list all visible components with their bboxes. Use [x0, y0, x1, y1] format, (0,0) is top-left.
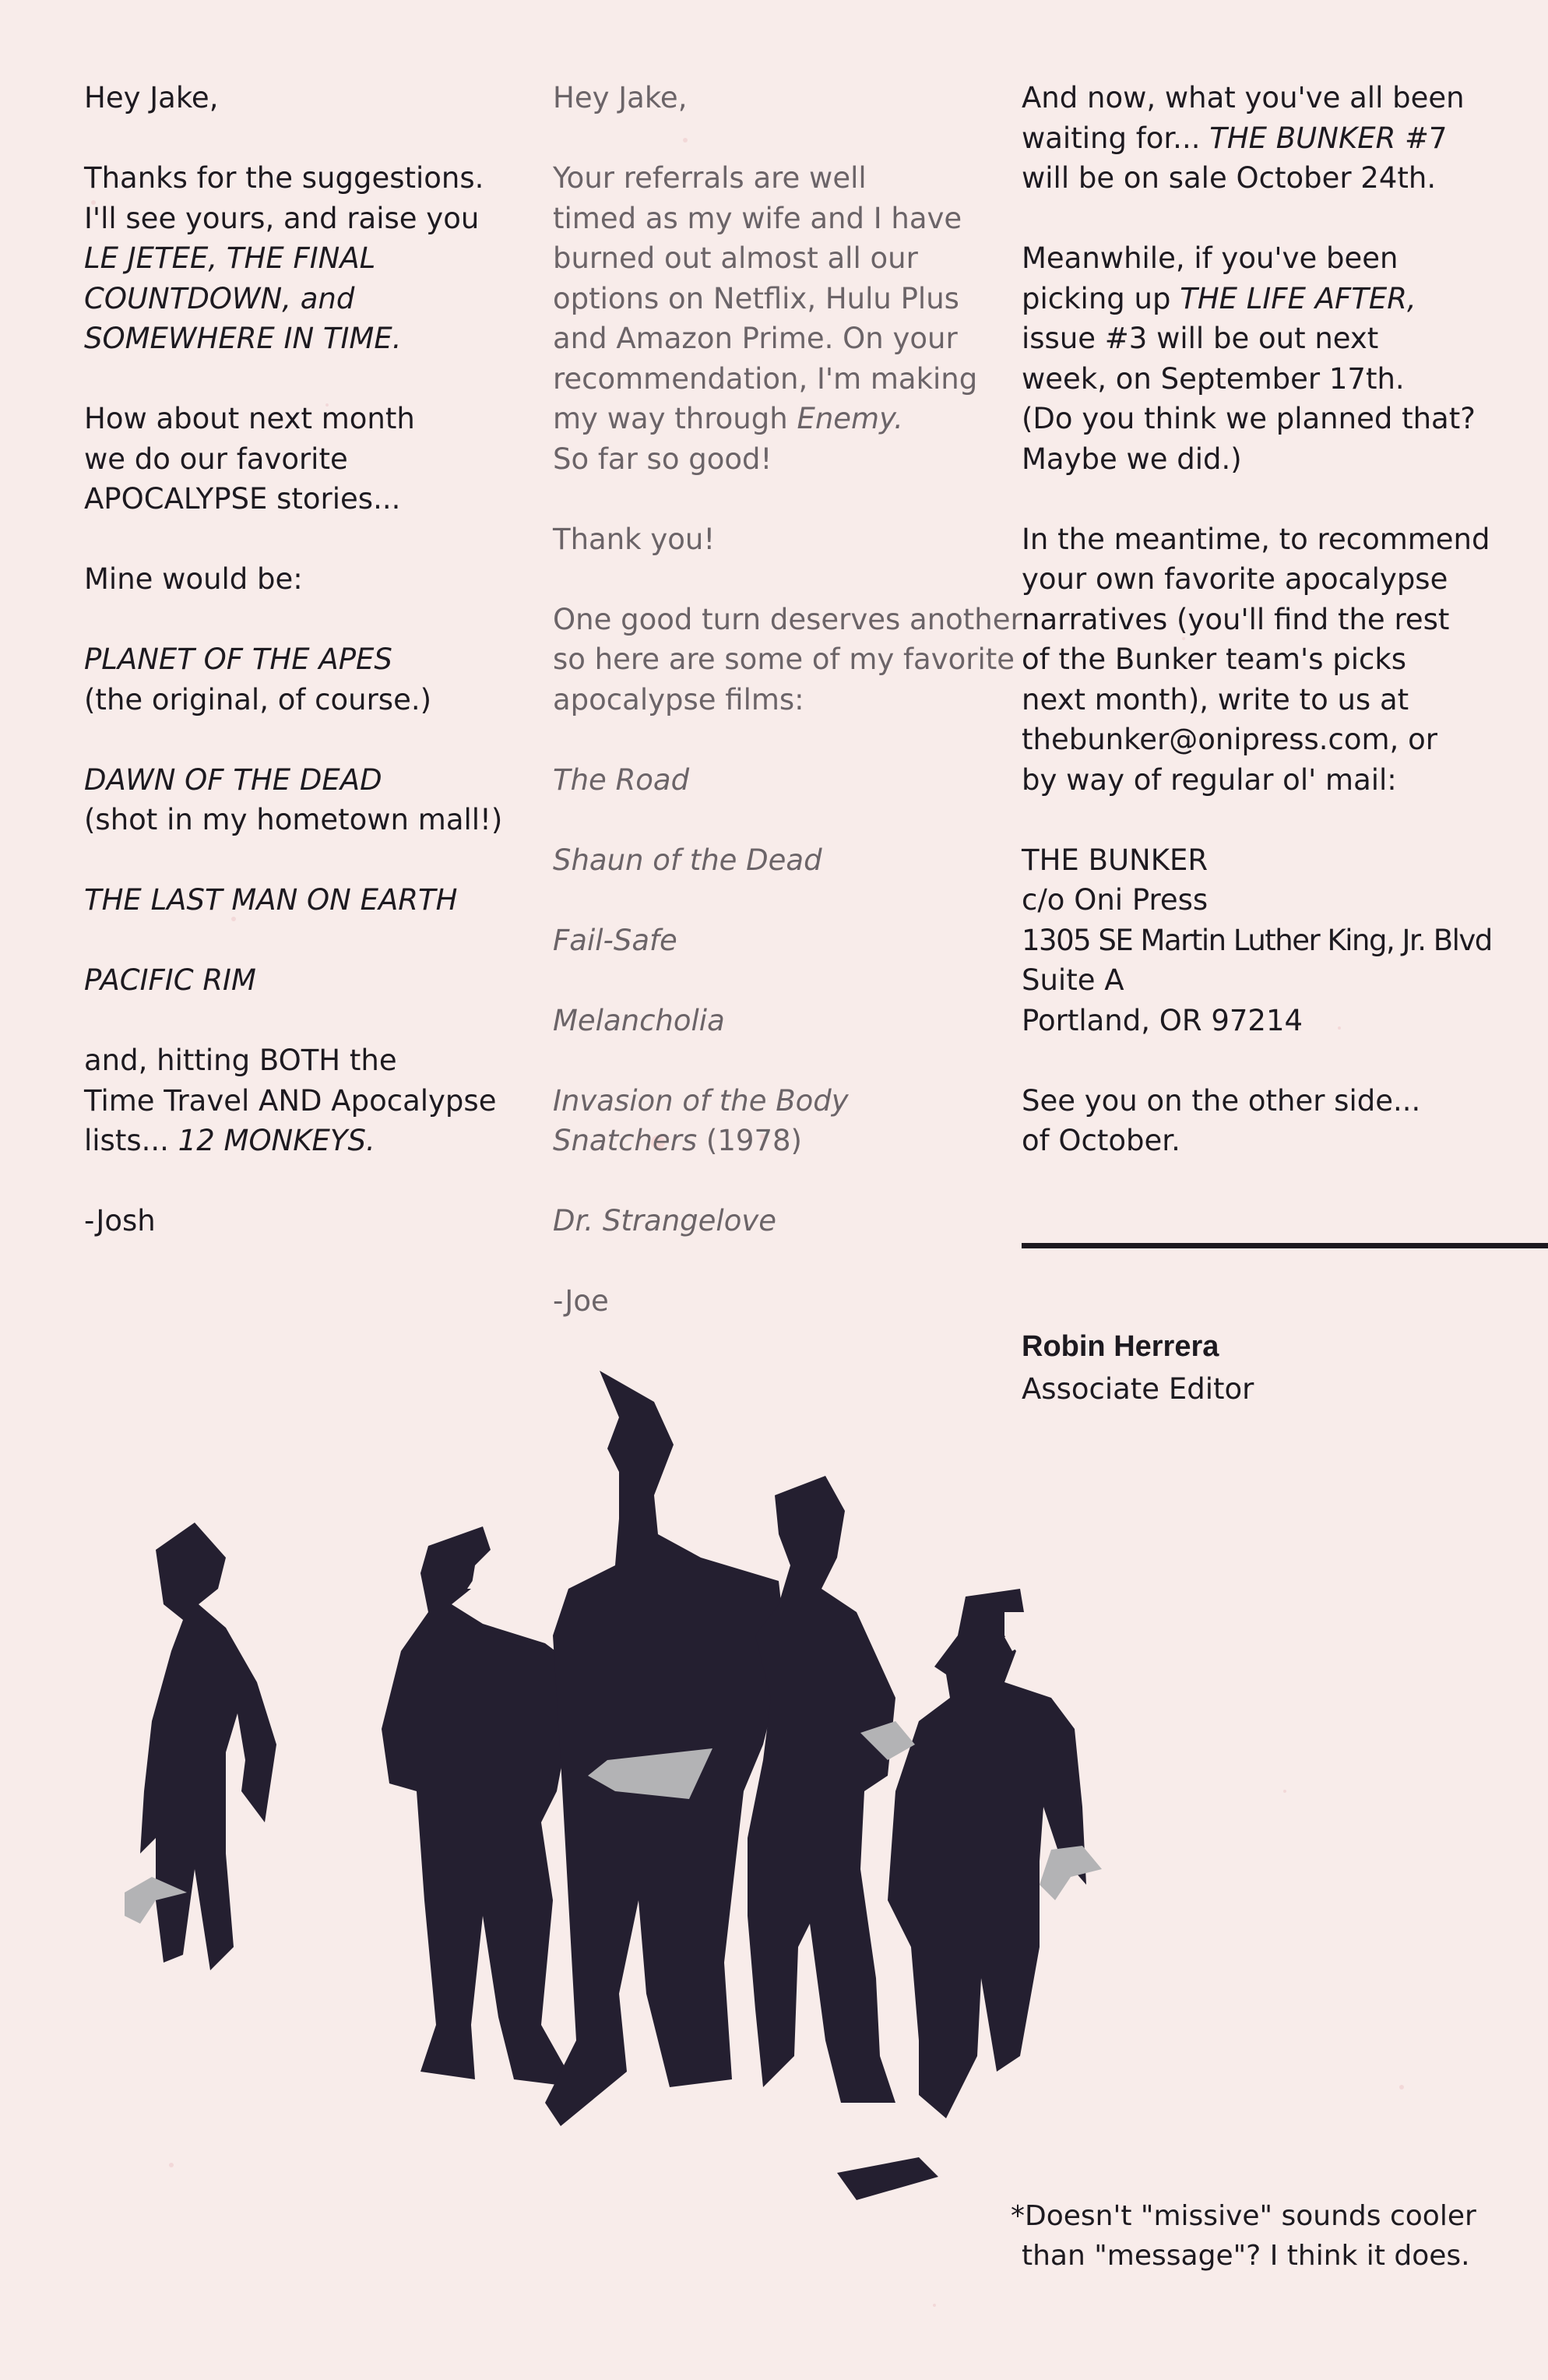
text-line: week, on September 17th. [1022, 361, 1405, 396]
film-title: DAWN OF THE DEAD [84, 762, 382, 797]
film-title: PLANET OF THE APES [84, 643, 392, 676]
text-line: so here are some of my favorite [553, 643, 1015, 676]
address-line: THE BUNKER [1022, 843, 1208, 877]
mailing-address [1022, 840, 1520, 1041]
text-line: we do our favorite [84, 442, 348, 476]
greeting: Hey Jake, [553, 81, 688, 114]
silhouette-figure-4 [748, 1476, 895, 2103]
signoff: -Joe [553, 1284, 609, 1318]
comic-title: THE BUNKER [1209, 121, 1396, 155]
text-line: (Do you think we planned that? [1022, 402, 1476, 435]
film-title: Enemy. [797, 402, 903, 435]
text-line: timed as my wife and I have [553, 201, 962, 235]
text-line: LE JETEE, THE FINAL [84, 241, 376, 275]
text-line: options on Netflix, Hulu Plus [553, 281, 959, 315]
text-line: Thank you! [553, 522, 716, 556]
footnote-line: than "message"? I think it does. [1022, 2240, 1470, 2272]
silhouette-figure-1 [140, 1523, 276, 1970]
text-line: recommendation, I'm making [553, 361, 978, 396]
silhouette-figure-2 [382, 1526, 576, 2087]
text-line [553, 399, 1012, 439]
text-line: One good turn deserves another [553, 602, 1022, 636]
issue-number: #7 [1395, 121, 1448, 155]
text-line: narratives (you'll find the rest [1022, 602, 1450, 636]
address-line: Suite A [1022, 963, 1124, 997]
signoff: -Josh [84, 1204, 156, 1238]
text-line: I'll see yours, and raise you [84, 201, 480, 235]
letter-joe [553, 78, 1022, 1361]
text-line: In the meantime, to recommend [1022, 522, 1490, 556]
film-title: Shaun of the Dead [553, 843, 822, 877]
text-line: and Amazon Prime. On your [553, 322, 958, 355]
text-line: and, hitting BOTH the [84, 1044, 397, 1077]
divider-rule [1022, 1243, 1548, 1248]
text-line: See you on the other side... [1022, 1083, 1421, 1118]
text-line: apocalypse films: [553, 682, 804, 716]
film-title: Snatchers [553, 1124, 698, 1157]
film-title: Fail-Safe [553, 923, 677, 957]
text-line: Maybe we did.) [1022, 442, 1242, 476]
footnote-line: *Doesn't "missive" sounds cooler [1011, 2200, 1476, 2232]
text-line-start: my way through [553, 402, 797, 435]
film-title: 12 MONKEYS. [178, 1124, 375, 1157]
silhouette-figure-3 [545, 1371, 786, 2126]
film-title: Invasion of the Body [553, 1083, 849, 1118]
text-line: Meanwhile, if you've been [1022, 241, 1398, 275]
text-line: Your referrals are well [553, 161, 867, 195]
text-line: burned out almost all our [553, 241, 918, 275]
footnote [1011, 2196, 1476, 2276]
text-line: your own favorite apocalypse [1022, 562, 1448, 596]
text-line: And now, what you've all been [1022, 81, 1465, 114]
text-line: next month), write to us at [1022, 682, 1409, 716]
film-year: (1978) [697, 1124, 802, 1157]
text-line: of October. [1022, 1124, 1180, 1157]
address-line: 1305 SE Martin Luther King, Jr. Blvd [1022, 923, 1492, 957]
letter-josh [84, 78, 520, 1281]
film-note: (the original, of course.) [84, 682, 432, 716]
film-title: THE LAST MAN ON EARTH [84, 883, 458, 917]
text-line [84, 1121, 520, 1161]
text-line: COUNTDOWN, and [84, 281, 355, 315]
silhouette-group-illustration [109, 1355, 1168, 2243]
text-line-start: picking up [1022, 281, 1180, 315]
editor-response [1022, 78, 1520, 1201]
address-line: c/o Oni Press [1022, 883, 1208, 917]
text-line: of the Bunker team's picks [1022, 643, 1407, 676]
editor-name: Robin Herrera [1022, 1330, 1219, 1363]
comic-title: THE LIFE AFTER, [1180, 281, 1416, 315]
film-title: PACIFIC RIM [84, 963, 256, 997]
text-line: Thanks for the suggestions. [84, 161, 484, 195]
film-note: (shot in my hometown mall!) [84, 803, 503, 836]
film-title: Dr. Strangelove [553, 1204, 776, 1238]
email-address: thebunker@onipress.com, or [1022, 723, 1437, 756]
text-line: by way of regular ol' mail: [1022, 762, 1397, 797]
text-line: So far so good! [553, 442, 772, 476]
greeting: Hey Jake, [84, 81, 219, 114]
debris-shape-dark [837, 2157, 938, 2200]
text-line: SOMEWHERE IN TIME. [84, 322, 402, 355]
text-line: issue #3 will be out next [1022, 322, 1379, 355]
text-line-start: waiting for... [1022, 121, 1210, 155]
text-line: Time Travel AND Apocalypse [84, 1083, 497, 1118]
text-line: Mine would be: [84, 562, 303, 596]
text-line-start: lists... [84, 1124, 178, 1157]
text-line: will be on sale October 24th. [1022, 161, 1437, 195]
text-line: APOCALYPSE stories... [84, 482, 401, 516]
film-title: Melancholia [553, 1003, 725, 1037]
editor-role: Associate Editor [1022, 1372, 1254, 1406]
address-line: Portland, OR 97214 [1022, 1003, 1303, 1037]
text-line: How about next month [84, 402, 415, 435]
film-title: The Road [553, 762, 690, 797]
debris-shape [1040, 1846, 1102, 1900]
